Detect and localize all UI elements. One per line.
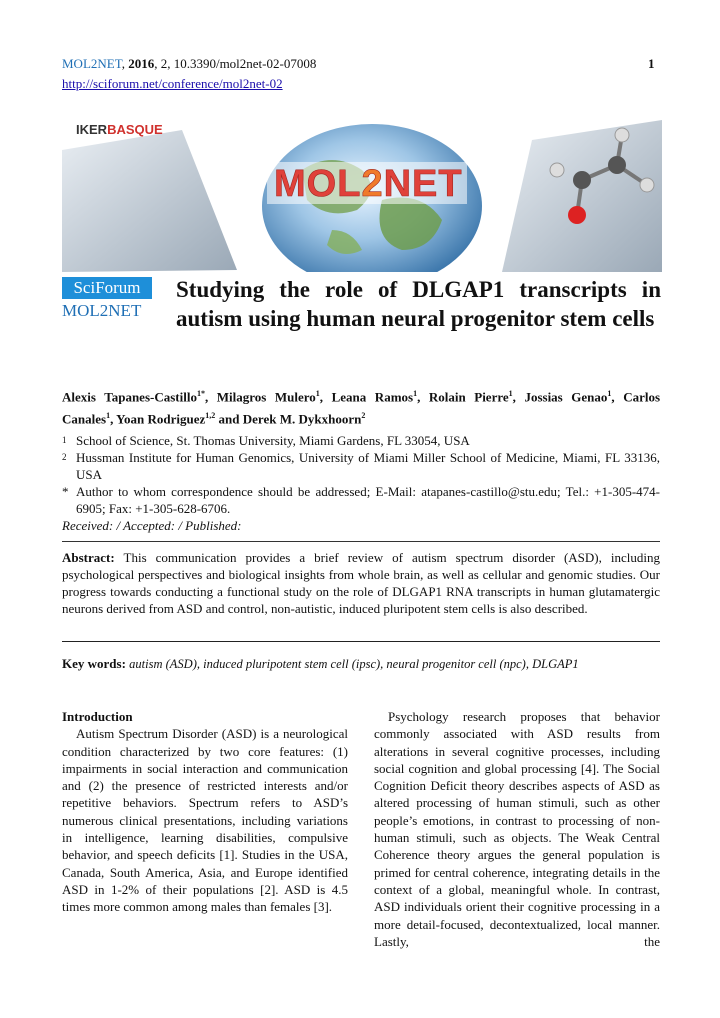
- paper-title: Studying the role of DLGAP1 transcripts in autism using human neural progenitor stem cells: [176, 277, 661, 331]
- abstract-label: Abstract:: [62, 550, 115, 565]
- running-header: MOL2NET, 2016, 2, 10.3390/mol2net-02-07008: [62, 56, 317, 71]
- author-name: Carlos Canales: [62, 389, 661, 427]
- author-sep: and: [215, 411, 243, 427]
- divider: [62, 641, 660, 642]
- affiliation-mark: *: [62, 484, 69, 499]
- body-paragraph: Autism Spectrum Disorder (ASD) is a neurological condition characterized by two core features: (1) impairments in social interaction and communication and (2) the presence of restricted interests and/or repetitive behaviors. Spectrum refers to ASD’s numerous clinical presentations, including variations in intelligence, learning disabilities, compulsive behavior, and speech deficits [1]. Studies in the USA, Canada, South America, Asia, and Europe identified ASD in 1-2% of their populations [2]. ASD is 4.5 times more common among males than females [3].: [62, 726, 348, 915]
- keywords-label: Key words:: [62, 656, 126, 671]
- banner-graphic: [62, 110, 662, 272]
- author-sep: ,: [319, 389, 332, 405]
- author-sup: 1: [607, 389, 612, 398]
- author-name: Leana Ramos: [331, 389, 414, 405]
- sciforum-badge: SciForum: [62, 277, 152, 299]
- affiliation-text: Author to whom correspondence should be addressed; E-Mail: atapanes-castillo@stu.edu; Tel.: +1-305-474-6905; Fax: +1-305-628-6706.: [76, 484, 660, 516]
- atom-carbon-icon: [608, 156, 626, 174]
- author-sup: 1: [106, 411, 111, 421]
- author-list: [62, 384, 660, 429]
- journal-year: 2016: [128, 56, 155, 71]
- atom-oxygen-icon: [568, 206, 586, 224]
- author-name: Milagros Mulero: [216, 389, 316, 405]
- author-sep: ,: [611, 389, 624, 405]
- author-name: Alexis Tapanes-Castillo: [62, 389, 197, 405]
- journal-name: MOL2NET: [62, 56, 122, 71]
- affiliation-text: Hussman Institute for Human Genomics, University of Miami Miller School of Medicine, Miami, FL 33136, USA: [76, 450, 660, 482]
- citation-rest: , 2, 10.3390/mol2net-02-07008: [154, 56, 317, 71]
- author-sep: ,: [110, 411, 117, 427]
- conference-banner: [62, 110, 662, 272]
- divider: [62, 541, 660, 542]
- author-sup: 1*: [196, 389, 205, 398]
- section-heading: Introduction: [62, 709, 133, 724]
- atom-carbon-icon: [573, 171, 591, 189]
- affiliation-item: [62, 449, 660, 483]
- author-sup: 1: [413, 389, 418, 398]
- abstract-text: This communication provides a brief review of autism spectrum disorder (ASD), including psychological perspectives and biological insights from whole brain, as well as cellular and genomic studies. Our progress towards conducting a functional study on the role of DLGAP1 RNA transcripts in human glutamatergic neurons derived from ASD and control, non-autistic, induced pluripotent stem cells is also described.: [62, 550, 660, 616]
- affiliation-mark: 1: [62, 435, 67, 445]
- affiliation-item: [62, 483, 660, 517]
- author-sep: ,: [204, 389, 217, 405]
- body-paragraph: Psychology research proposes that behavior commonly associated with ASD results from alterations in several cognitive processes, including social cognition and global processing [4]. The Social Cognition Deficit theory describes aspects of ASD as altered processing of human stimuli, such as other people’s emotions, in contrast to processing of non-human stimuli, such as objects. The Weak Central Coherence theory argues the general population is primed for central coherence, integrating details in the context of a global, meaningful whole. In contrast, ASD individuals orient their cognitive processing in a more detail-focused, decontextualized, local manner. Lastly, the: [374, 709, 660, 949]
- author-sep: ,: [512, 389, 525, 405]
- author-sep: ,: [417, 389, 429, 405]
- keywords-text: autism (ASD), induced pluripotent stem cell (ipsc), neural progenitor cell (npc), DLGAP1: [129, 657, 579, 671]
- page-number: 1: [648, 56, 655, 71]
- affiliation-mark: 2: [62, 452, 67, 462]
- ikerbasque-logo: IKERBASQUE: [76, 122, 163, 137]
- keywords: [62, 656, 660, 672]
- author-name: Derek M. Dykxhoorn: [242, 411, 362, 427]
- mol2net-wordmark: MOL2NET: [274, 163, 463, 205]
- body-column-left: [62, 708, 348, 916]
- author-sup: 2: [361, 411, 366, 421]
- author-sup: 1: [508, 389, 513, 398]
- author-name: Jossias Genao: [524, 389, 608, 405]
- abstract: [62, 549, 660, 617]
- mol2net-badge: MOL2NET: [62, 301, 142, 320]
- affiliation-text: School of Science, St. Thomas University, Miami Gardens, FL 33054, USA: [76, 433, 470, 448]
- affiliations: [62, 432, 660, 534]
- author-name: Rolain Pierre: [428, 389, 509, 405]
- author-sup: 1: [315, 389, 320, 398]
- author-sup: 1,2: [205, 411, 216, 421]
- author-name: Yoan Rodriguez: [116, 411, 206, 427]
- publication-dates: Received: / Accepted: / Published:: [62, 518, 242, 533]
- body-column-right: [374, 708, 660, 950]
- affiliation-item: [62, 432, 660, 449]
- conference-url-link[interactable]: http://sciforum.net/conference/mol2net-02: [62, 76, 283, 91]
